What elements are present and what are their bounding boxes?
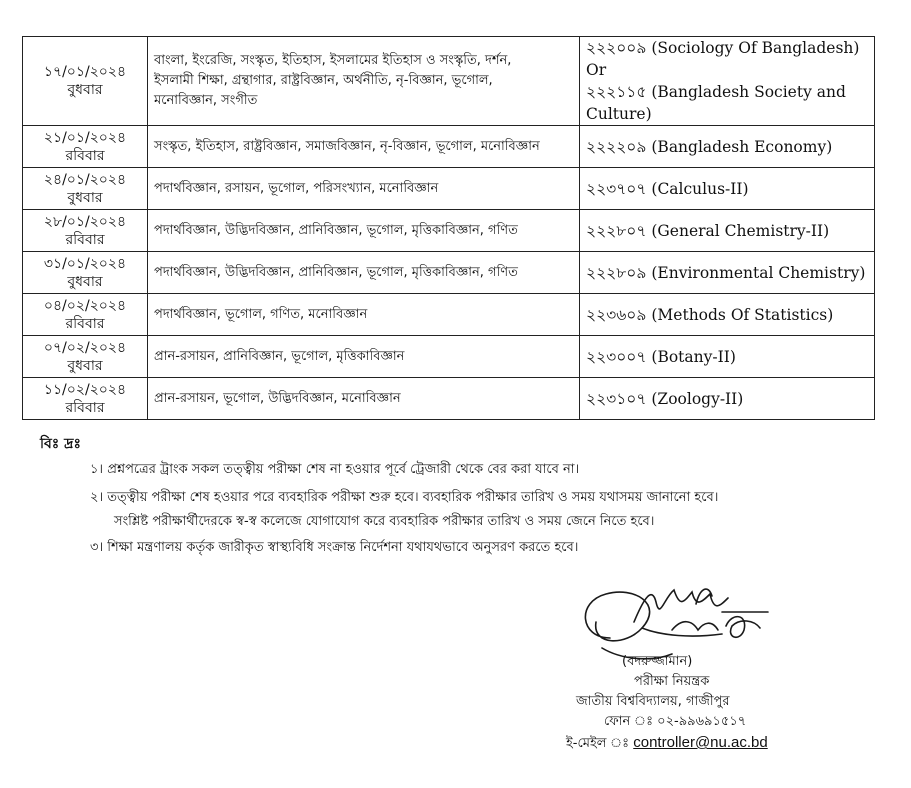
exam-day: রবিবার: [65, 399, 105, 416]
subjects-line: বাংলা, ইংরেজি, সংস্কৃত, ইতিহাস, ইসলামের ইতিহাস ও সংস্কৃতি, দর্শন,: [154, 53, 512, 68]
signatory-name: (বদরুজ্জামান): [622, 654, 693, 669]
exam-date: ০৪/০২/২০২৪: [43, 297, 127, 314]
exam-schedule-table: [22, 36, 875, 420]
exam-day: বুধবার: [67, 189, 103, 206]
subjects-line: মনোবিজ্ঞান, সংগীত: [154, 93, 258, 108]
exam-day: রবিবার: [65, 315, 105, 332]
exam-date-cell: [23, 37, 148, 126]
subjects-cell: [148, 168, 580, 210]
schedule-row: [23, 126, 875, 168]
subjects-line: পদার্থবিজ্ঞান, ভূগোল, গণিত, মনোবিজ্ঞান: [154, 306, 368, 322]
subjects-cell: [148, 126, 580, 168]
paper-code-line: ২২২০০৯ (Sociology Of Bangladesh): [586, 39, 860, 57]
subjects-line: পদার্থবিজ্ঞান, রসায়ন, ভূগোল, পরিসংখ্যান, মনোবিজ্ঞান: [154, 180, 439, 196]
note-item-2-continued: সংশ্লিষ্ট পরীক্ষার্থীদেরকে স্ব-স্ব কলেজে যোগাযোগ করে ব্যবহারিক পরীক্ষার তারিখ ও সময় জেনে নিতে হবে।: [114, 514, 655, 529]
schedule-row: [23, 294, 875, 336]
subjects-line: প্রান-রসায়ন, প্রানিবিজ্ঞান, ভূগোল, মৃত্তিকাবিজ্ঞান: [154, 348, 405, 364]
paper-code-cell: [580, 336, 875, 378]
exam-day: বুধবার: [67, 273, 103, 290]
subjects-cell: [148, 378, 580, 420]
email-link[interactable]: controller@nu.ac.bd: [633, 734, 768, 751]
exam-day: বুধবার: [67, 357, 103, 374]
exam-date-cell: [23, 252, 148, 294]
notes-heading: বিঃ দ্রঃ: [40, 436, 81, 452]
schedule-row: [23, 210, 875, 252]
schedule-row: [23, 336, 875, 378]
exam-day: বুধবার: [67, 82, 103, 98]
schedule-row: [23, 37, 875, 126]
paper-code-line: ২২২৮০৭ (General Chemistry-II): [586, 221, 830, 240]
paper-code-line: Culture): [586, 105, 652, 123]
paper-code-cell: [580, 252, 875, 294]
subjects-cell: [148, 252, 580, 294]
subjects-cell: [148, 336, 580, 378]
signatory-organization: জাতীয় বিশ্ববিদ্যালয়, গাজীপুর: [576, 694, 730, 709]
schedule-row: [23, 252, 875, 294]
subjects-cell: [148, 210, 580, 252]
subjects-line: পদার্থবিজ্ঞান, উদ্ভিদবিজ্ঞান, প্রানিবিজ্ঞান, ভূগোল, মৃত্তিকাবিজ্ঞান, গণিত: [154, 222, 518, 238]
exam-day: রবিবার: [65, 147, 105, 164]
exam-day: রবিবার: [65, 231, 105, 248]
exam-date-cell: [23, 378, 148, 420]
exam-date: ২১/০১/২০২৪: [43, 129, 127, 146]
paper-code-cell: [580, 168, 875, 210]
paper-code-line: Or: [586, 61, 607, 79]
exam-date-cell: [23, 294, 148, 336]
paper-code-line: ২২৩৬০৯ (Methods Of Statistics): [586, 305, 834, 324]
note-item-2: ২। তত্ত্বীয় পরীক্ষা শেষ হওয়ার পরে ব্যবহারিক পরীক্ষা শুরু হবে। ব্যবহারিক পরীক্ষার তারিখ ও সময় যথাসময় জানানো হবে।: [90, 490, 719, 505]
signatory-title: পরীক্ষা নিয়ন্ত্রক: [634, 674, 710, 689]
exam-date-cell: [23, 126, 148, 168]
paper-code-cell: [580, 294, 875, 336]
paper-code-line: ২২৩১০৭ (Zoology-II): [586, 389, 744, 408]
paper-code-line: ২২৩০০৭ (Botany-II): [586, 347, 736, 366]
exam-date: ০৭/০২/২০২৪: [43, 339, 127, 356]
subjects-line: সংস্কৃত, ইতিহাস, রাষ্ট্রবিজ্ঞান, সমাজবিজ্ঞান, নৃ-বিজ্ঞান, ভূগোল, মনোবিজ্ঞান: [154, 138, 540, 154]
exam-date-cell: [23, 336, 148, 378]
schedule-row: [23, 168, 875, 210]
email-label: ই-মেইল ঃ: [566, 736, 630, 751]
subjects-line: পদার্থবিজ্ঞান, উদ্ভিদবিজ্ঞান, প্রানিবিজ্ঞান, ভূগোল, মৃত্তিকাবিজ্ঞান, গণিত: [154, 264, 518, 280]
exam-date: ১৭/০১/২০২৪: [43, 64, 127, 80]
subjects-line: ইসলামী শিক্ষা, গ্রন্থাগার, রাষ্ট্রবিজ্ঞান, অর্থনীতি, নৃ-বিজ্ঞান, ভূগোল,: [154, 73, 493, 88]
exam-date: ৩১/০১/২০২৪: [43, 255, 127, 272]
paper-code-line: ২২২১১৫ (Bangladesh Society and: [586, 83, 846, 101]
paper-code-cell: [580, 378, 875, 420]
note-item-1: ১। প্রশ্নপত্রের ট্রাংক সকল তত্ত্বীয় পরীক্ষা শেষ না হওয়ার পূর্বে ট্রেজারী থেকে বের করা যাবে না।: [90, 462, 580, 477]
exam-date-cell: [23, 210, 148, 252]
signatory-phone: ফোন ঃ ০২-৯৯৬৯১৫১৭: [604, 714, 747, 729]
paper-code-cell: [580, 37, 875, 126]
paper-code-line: ২২২২০৯ (Bangladesh Economy): [586, 137, 833, 156]
signature-block: [560, 560, 860, 780]
exam-date-cell: [23, 168, 148, 210]
subjects-cell: [148, 294, 580, 336]
signatory-email-row: [566, 734, 768, 755]
schedule-row: [23, 378, 875, 420]
subjects-line: প্রান-রসায়ন, ভূগোল, উদ্ভিদবিজ্ঞান, মনোবিজ্ঞান: [154, 390, 401, 406]
schedule-body: [23, 37, 875, 420]
exam-date: ১১/০২/২০২৪: [43, 381, 127, 398]
exam-date: ২৮/০১/২০২৪: [43, 213, 127, 230]
note-item-3: ৩। শিক্ষা মন্ত্রণালয় কর্তৃক জারীকৃত স্বাস্থ্যবিধি সংক্রান্ত নির্দেশনা যথাযথভাবে অনুসরণ করতে হবে।: [90, 540, 579, 555]
paper-code-line: ২২৩৭০৭ (Calculus-II): [586, 179, 749, 198]
paper-code-line: ২২২৮০৯ (Environmental Chemistry): [586, 263, 866, 282]
subjects-cell: [148, 37, 580, 126]
exam-date: ২৪/০১/২০২৪: [43, 171, 127, 188]
paper-code-cell: [580, 210, 875, 252]
paper-code-cell: [580, 126, 875, 168]
